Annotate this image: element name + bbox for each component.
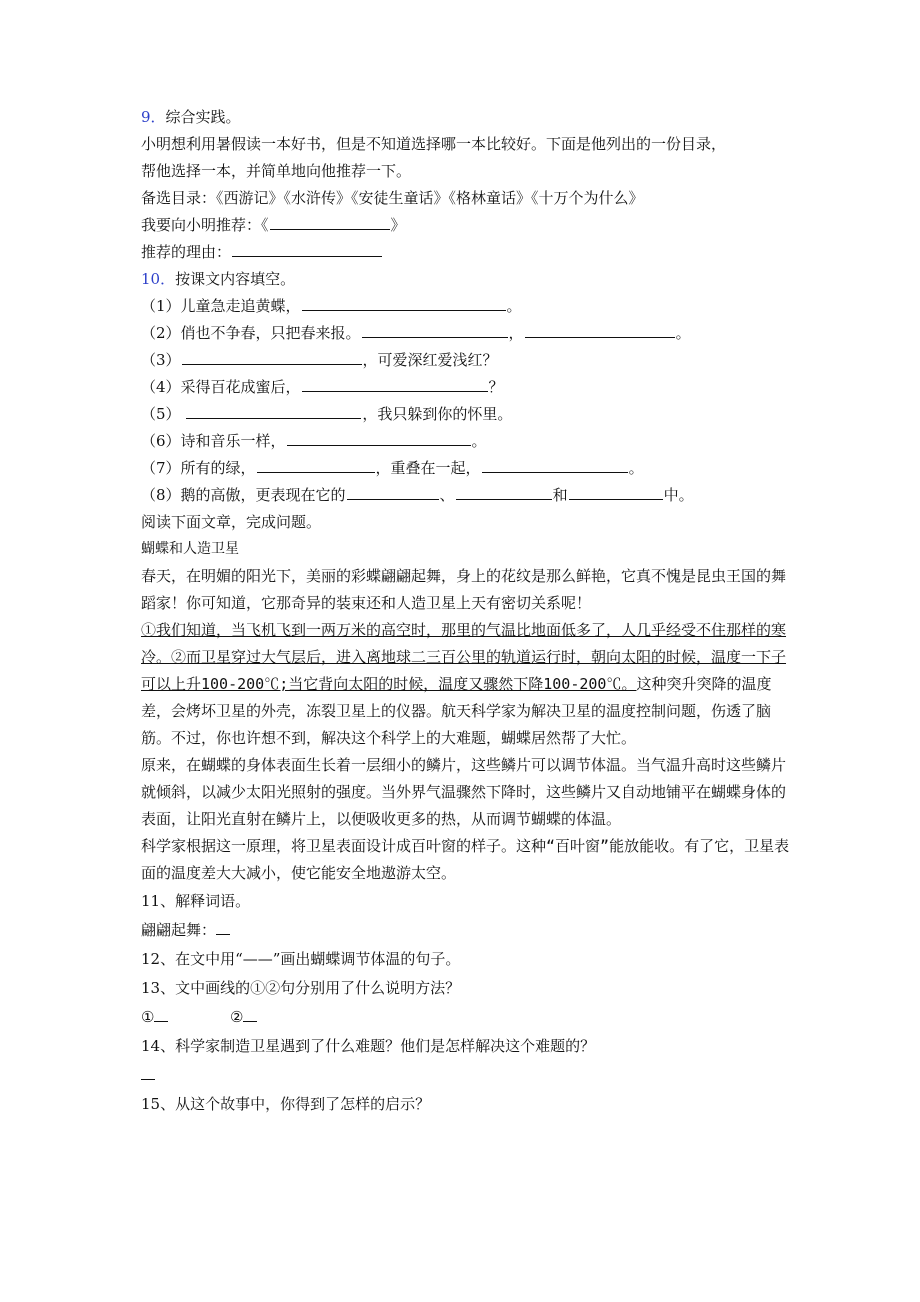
q11-word-text: 翩翩起舞： — [141, 921, 217, 939]
q10-item-4-blank[interactable] — [302, 375, 488, 392]
q15: 15、从这个故事中，你得到了怎样的启示？ — [141, 1095, 431, 1113]
q10-item-8-blank-2[interactable] — [456, 483, 552, 500]
q9-catalog: 备选目录：《西游记》《水浒传》《安徒生童话》《格林童话》《十万个为什么》 — [141, 189, 644, 207]
q10-item-2-text: （2）俏也不争春，只把春来报。 — [141, 324, 361, 342]
q10-item-8-end: 中。 — [663, 486, 694, 504]
q9-title: 综合实践。 — [165, 108, 241, 126]
q14-answer — [141, 1061, 791, 1090]
q9-recommend-prefix: 我要向小明推荐：《 — [141, 216, 269, 234]
q10-item-2-blank-1[interactable] — [362, 321, 508, 338]
q10-item-7-end: 。 — [628, 459, 644, 477]
q10-item-6 — [141, 428, 791, 455]
q10-item-7-blank-1[interactable] — [257, 456, 375, 473]
q10-item-7 — [141, 455, 791, 482]
q11-word — [141, 916, 791, 945]
q9-heading — [141, 104, 791, 131]
q13-answer-2-label: ② — [230, 1008, 244, 1026]
passage-paragraph-2 — [141, 617, 791, 752]
q10-item-1 — [141, 293, 791, 320]
q13-answer-1-label: ① — [141, 1008, 155, 1026]
q10-item-6-end: 。 — [471, 432, 487, 450]
reading-intro: 阅读下面文章，完成问题。 — [141, 513, 322, 531]
passage-underlined-sentences: ①我们知道，当飞机飞到一两万米的高空时，那里的气温比地面低多了，人几乎经受不住那样的寒冷。②而卫星穿过大气层后，进入离地球二三百公里的轨道运行时，朝向太阳的时候，温度一下子可以上升100-200℃;当它背向太阳的时候，温度又骤然下降100-200℃。 — [141, 621, 787, 693]
q10-item-2-sep: ， — [508, 324, 524, 342]
q10-item-2 — [141, 320, 791, 347]
q10-item-1-blank[interactable] — [302, 294, 506, 311]
q12: 12、在文中用“——”画出蝴蝶调节体温的句子。 — [141, 950, 461, 968]
q10-item-4-text: （4）采得百花成蜜后， — [141, 378, 301, 396]
q9-reason — [141, 239, 791, 266]
q10-item-4 — [141, 374, 791, 401]
q9-recommend-blank[interactable] — [270, 213, 390, 230]
q10-item-6-text: （6）诗和音乐一样， — [141, 432, 286, 450]
q10-item-8-blank-3[interactable] — [569, 483, 663, 500]
q10-item-7-text: （7）所有的绿， — [141, 459, 256, 477]
q10-item-2-end: 。 — [675, 324, 691, 342]
q9-text-line1: 小明想利用暑假读一本好书，但是不知道选择哪一本比较好。下面是他列出的一份目录， — [141, 135, 727, 153]
q10-item-8-blank-1[interactable] — [347, 483, 439, 500]
q10-item-5 — [141, 401, 791, 428]
q11-answer-blank[interactable] — [216, 918, 230, 935]
q14-answer-blank[interactable] — [141, 1063, 155, 1080]
q10-number: 10． — [141, 270, 176, 288]
q10-item-4-end: ？ — [488, 378, 504, 396]
passage-paragraph-2-rest: 这种突升突降的温度差，会烤坏卫星的外壳，冻裂卫星上的仪器。航天科学家为解决卫星的温度控制问题，伤透了脑筋。不过，你也许想不到，解决这个科学上的大难题，蝴蝶居然帮了大忙。 — [141, 675, 772, 747]
q9-number: 9． — [141, 108, 166, 126]
q13-answer-2-blank[interactable] — [243, 1005, 257, 1022]
passage-paragraph-1: 春天，在明媚的阳光下，美丽的彩蝶翩翩起舞，身上的花纹是那么鲜艳，它真不愧是昆虫王国的舞蹈家！你可知道，它那奇异的装束还和人造卫星上天有密切关系呢！ — [141, 567, 787, 612]
passage-title: 蝴蝶和人造卫星 — [141, 541, 239, 557]
q10-item-3-text: （3） — [141, 351, 181, 369]
q14: 14、科学家制造卫星遇到了什么难题？他们是怎样解决这个难题的？ — [141, 1037, 596, 1055]
q10-item-1-end: 。 — [506, 297, 522, 315]
q10-item-5-blank[interactable] — [186, 402, 361, 419]
q10-item-6-blank[interactable] — [287, 429, 471, 446]
q10-item-8 — [141, 482, 791, 509]
passage-paragraph-3: 原来，在蝴蝶的身体表面生长着一层细小的鳞片，这些鳞片可以调节体温。当气温升高时这些鳞片就倾斜，以减少太阳光照射的强度。当外界气温骤然下降时，这些鳞片又自动地铺平在蝴蝶身体的表面，让阳光直射在鳞片上，以便吸收更多的热，从而调节蝴蝶的体温。 — [141, 756, 787, 828]
q10-title: 按课文内容填空。 — [175, 270, 296, 288]
q9-text-line2: 帮他选择一本，并简单地向他推荐一下。 — [141, 162, 412, 180]
q13-answer-1-blank[interactable] — [154, 1005, 168, 1022]
q9-reason-prefix: 推荐的理由： — [141, 243, 232, 261]
q9-recommend-suffix: 》 — [390, 216, 406, 234]
q10-item-1-text: （1）儿童急走追黄蝶， — [141, 297, 301, 315]
reading-passage — [141, 536, 791, 887]
q10-item-2-blank-2[interactable] — [525, 321, 675, 338]
q13: 13、文中画线的①②句分别用了什么说明方法？ — [141, 979, 461, 997]
q10-item-3-blank[interactable] — [182, 348, 362, 365]
q10-item-7-sep: ，重叠在一起， — [375, 459, 481, 477]
q10-item-8-sep-2: 和 — [552, 486, 568, 504]
q10-item-3-end: ，可爱深红爱浅红？ — [362, 351, 498, 369]
q9-recommend — [141, 212, 791, 239]
q13-answers — [141, 1003, 791, 1032]
q10-heading — [141, 266, 791, 293]
q9-reason-blank[interactable] — [232, 240, 382, 257]
q10-item-3 — [141, 347, 791, 374]
q10-item-8-text: （8）鹅的高傲，更表现在它的 — [141, 486, 346, 504]
q10-item-5-end: ，我只躲到你的怀里。 — [362, 405, 513, 423]
passage-paragraph-4: 科学家根据这一原理，将卫星表面设计成百叶窗的样子。这种“百叶窗”能放能收。有了它，卫星表面的温度差大大减小，使它能安全地遨游太空。 — [141, 837, 790, 882]
q11: 11、解释词语。 — [141, 892, 251, 910]
q10-item-5-text: （5） — [141, 405, 186, 423]
q10-item-7-blank-2[interactable] — [482, 456, 628, 473]
worksheet — [141, 104, 791, 1119]
q10-item-8-sep-1: 、 — [439, 486, 455, 504]
